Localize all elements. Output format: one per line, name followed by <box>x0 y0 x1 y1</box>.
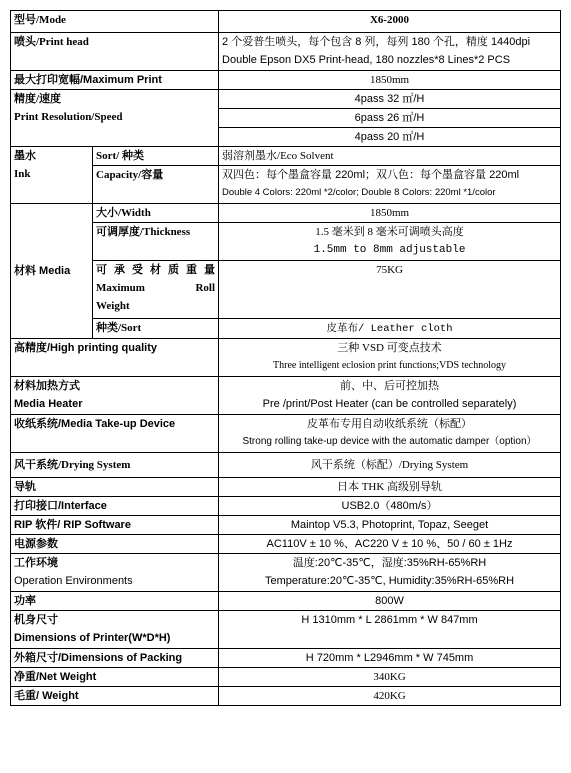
media-thickness-label: 可调厚度/Thickness <box>93 223 219 261</box>
row-drying <box>11 453 561 478</box>
row-power-params <box>11 535 561 554</box>
row-model <box>11 11 561 33</box>
ink-label <box>11 147 93 204</box>
ink-sort-label: Sort/ 种类 <box>93 147 219 166</box>
media-type-text: 皮革布/ Leather cloth <box>326 323 453 335</box>
ink-label-cn: 墨水 <box>14 150 36 162</box>
media-thickness-en: 1.5mm to 8mm adjustable <box>313 244 466 256</box>
drying-value: 风干系统（标配）/Drying System <box>219 453 561 478</box>
spec-table <box>10 10 561 706</box>
takeup-value-cn: 皮革布专用自动收纸系统（标配） <box>307 418 473 430</box>
environment-value-en: Temperature:20℃-35℃, Humidity:35%RH-65%RH <box>264 575 515 587</box>
row-interface <box>11 497 561 516</box>
power-value: 800W <box>219 592 561 611</box>
precision-row-3: 4pass 20 ㎡/H <box>219 128 561 147</box>
row-rip <box>11 516 561 535</box>
max-width-value: 1850mm <box>219 71 561 90</box>
media-weight-label-en2: Weight <box>96 300 130 312</box>
row-environment <box>11 554 561 592</box>
media-weight-label-en1: Maximum Roll <box>96 282 216 294</box>
precision-row-1: 4pass 32 ㎡/H <box>219 90 561 109</box>
interface-value: USB2.0（480m/s） <box>219 497 561 516</box>
takeup-value-en: Strong rolling take-up device with the automatic damper（option） <box>242 436 537 447</box>
media-thickness-cn: 1.5 毫米到 8 毫米可调喷头高度 <box>315 226 464 238</box>
dimensions-value: H 1310mm * L 2861mm * W 847mm <box>219 611 561 649</box>
print-head-label: 喷头/Print head <box>11 33 219 71</box>
power-params-label: 电源参数 <box>11 535 219 554</box>
environment-label-en: Operation Environments <box>14 575 133 587</box>
ink-capacity-value <box>219 166 561 204</box>
row-ink-capacity <box>11 166 561 204</box>
high-quality-label: 高精度/High printing quality <box>11 339 219 377</box>
row-media-size <box>11 204 561 223</box>
row-dimensions <box>11 611 561 649</box>
environment-value <box>219 554 561 592</box>
ink-label-en: Ink <box>14 168 31 180</box>
media-label: 材料 Media <box>11 204 93 339</box>
net-weight-label: 净重/Net Weight <box>11 668 219 687</box>
dimensions-label-cn: 机身尺寸 <box>14 614 58 626</box>
power-params-value: AC110V ± 10 %、AC220 V ± 10 %、50 / 60 ± 1Hz <box>219 535 561 554</box>
print-head-value-cn: 2 个爱普生喷头，每个包含 8 列，每列 180 个孔，精度 1440dpi <box>222 36 531 48</box>
environment-label-cn: 工作环境 <box>14 557 58 569</box>
heater-value <box>219 377 561 415</box>
row-gross-weight <box>11 687 561 706</box>
row-ink-sort <box>11 147 561 166</box>
gross-weight-value: 420KG <box>219 687 561 706</box>
precision-row-2: 6pass 26 ㎡/H <box>219 109 561 128</box>
heater-label <box>11 377 219 415</box>
dimensions-label <box>11 611 219 649</box>
row-max-width <box>11 71 561 90</box>
media-size-label: 大小/Width <box>93 204 219 223</box>
media-weight-label-cn: 可承受材质重量 <box>96 264 216 276</box>
environment-label <box>11 554 219 592</box>
precision-label-en: Print Resolution/Speed <box>14 111 123 123</box>
media-weight-value: 75KG <box>219 261 561 319</box>
rip-value: Maintop V5.3, Photoprint, Topaz, Seeget <box>219 516 561 535</box>
ink-capacity-cn: 双四色：每个墨盒容量 220ml；双八色：每个墨盒容量 220ml <box>222 169 520 181</box>
print-head-value-en: Double Epson DX5 Print-head, 180 nozzles*8 Lines*2 PCS <box>222 54 511 66</box>
media-type-value <box>219 319 561 339</box>
media-type-label: 种类/Sort <box>93 319 219 339</box>
heater-value-en: Pre /print/Post Heater (can be controlled separately) <box>262 398 517 410</box>
row-rail <box>11 478 561 497</box>
print-head-value <box>219 33 561 71</box>
high-quality-cn: 三种 VSD 可变点技术 <box>337 342 442 354</box>
net-weight-value: 340KG <box>219 668 561 687</box>
heater-value-cn: 前、中、后可控加热 <box>340 380 440 392</box>
row-print-head <box>11 33 561 71</box>
rail-value: 日本 THK 高级别导轨 <box>219 478 561 497</box>
row-precision-1 <box>11 90 561 109</box>
ink-capacity-en: Double 4 Colors: 220ml *2/color; Double 8 Colors: 220ml *1/color <box>222 187 496 198</box>
row-net-weight <box>11 668 561 687</box>
takeup-label: 收纸系统/Media Take-up Device <box>11 415 219 453</box>
row-high-quality <box>11 339 561 377</box>
power-label: 功率 <box>11 592 219 611</box>
ink-sort-value: 弱溶剂墨水/Eco Solvent <box>219 147 561 166</box>
row-media-type <box>11 319 561 339</box>
row-media-thickness <box>11 223 561 261</box>
packing-label: 外箱尺寸/Dimensions of Packing <box>11 649 219 668</box>
media-weight-label <box>93 261 219 319</box>
heater-label-cn: 材料加热方式 <box>14 380 80 392</box>
precision-label-cn: 精度/速度 <box>14 93 62 105</box>
row-takeup <box>11 415 561 453</box>
row-packing <box>11 649 561 668</box>
heater-label-en: Media Heater <box>14 398 83 410</box>
row-media-weight <box>11 261 561 319</box>
model-value: X6-2000 <box>219 11 561 33</box>
media-thickness-value <box>219 223 561 261</box>
row-heater <box>11 377 561 415</box>
gross-weight-label: 毛重/ Weight <box>11 687 219 706</box>
takeup-value <box>219 415 561 453</box>
rail-label: 导轨 <box>11 478 219 497</box>
packing-value: H 720mm * L2946mm * W 745mm <box>219 649 561 668</box>
interface-label: 打印接口/Interface <box>11 497 219 516</box>
max-width-label: 最大打印宽幅/Maximum Print <box>11 71 219 90</box>
row-power <box>11 592 561 611</box>
drying-label: 风干系统/Drying System <box>11 453 219 478</box>
dimensions-label-en: Dimensions of Printer(W*D*H) <box>14 632 171 644</box>
environment-value-cn: 温度:20℃-35℃，湿度:35%RH-65%RH <box>292 557 487 569</box>
high-quality-en: Three intelligent eclosion print functions;VDS technology <box>273 360 507 371</box>
model-label: 型号/Mode <box>11 11 219 33</box>
ink-capacity-label: Capacity/容量 <box>93 166 219 204</box>
high-quality-value <box>219 339 561 377</box>
rip-label: RIP 软件/ RIP Software <box>11 516 219 535</box>
precision-label <box>11 90 219 147</box>
media-size-value: 1850mm <box>219 204 561 223</box>
